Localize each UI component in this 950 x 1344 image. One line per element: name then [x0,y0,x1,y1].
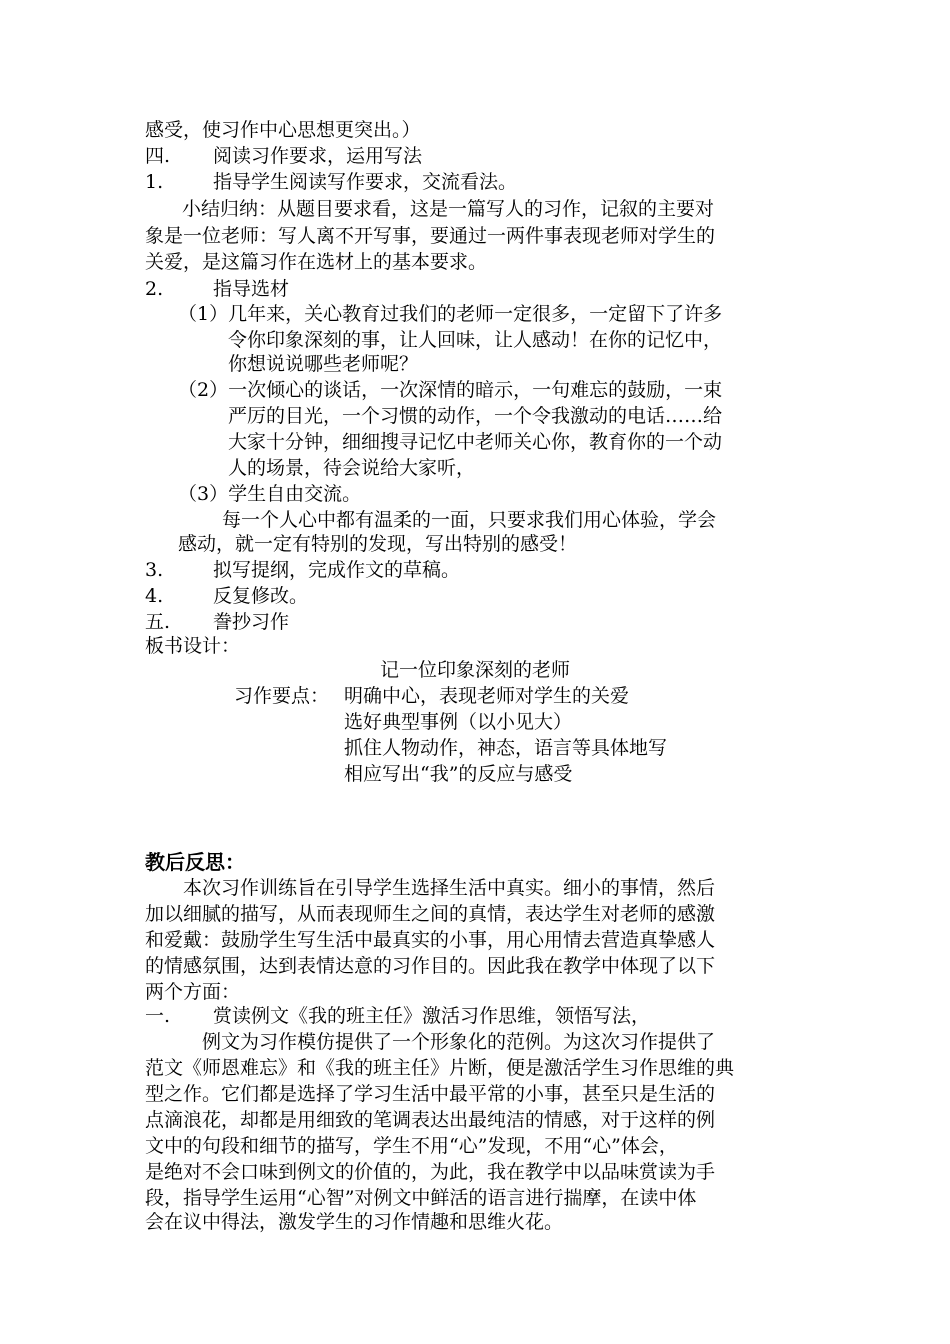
text-line: 小结归纳：从题目要求看，这是一篇写人的习作，记叙的主要对 [182,198,715,220]
text-line: 和爱戴：鼓励学生写生活中最真实的小事，用心用情去营造真挚感人 [145,929,716,951]
item-text: 拟写提纲，完成作文的草稿。 [213,559,461,581]
text-line: 每一个人心中都有温柔的一面，只要求我们用心体验，学会 [222,509,717,531]
text-line: 本次习作训练旨在引导学生选择生活中真实。细小的事情，然后 [183,877,716,899]
text-line: （1）几年来，关心教育过我们的老师一定很多，一定留下了许多 [178,303,723,325]
board-label: 板书设计： [145,635,241,657]
section-four [145,144,422,168]
text-line: 象是一位老师：写人离不开写事，要通过一两件事表现老师对学生的 [145,225,716,247]
text-line: 你想说说哪些老师呢？ [228,353,419,375]
list-item-1 [145,170,517,194]
text-line: 是绝对不会口味到例文的价值的，为此，我在教学中以品味赏读为手 [145,1161,716,1183]
section-number: 五. [145,611,171,633]
item-number: 2. [145,278,164,300]
list-item-3 [145,558,460,582]
item-text: 反复修改。 [213,585,309,607]
board-title: 记一位印象深刻的老师 [380,659,571,681]
text-line: 例文为习作模仿提供了一个形象化的范例。为这次习作提供了 [202,1031,716,1053]
board-points-label: 习作要点： [234,685,330,707]
text-line: 大家十分钟，细细搜寻记忆中老师关心你，教育你的一个动 [228,431,723,453]
text-line: 严厉的目光，一个习惯的动作，一个令我激动的电话……给 [228,405,723,427]
text-line: 感受，使习作中心思想更突出。） [145,119,421,141]
section-number: 四. [145,145,171,167]
board-point: 明确中心，表现老师对学生的关爱 [344,685,630,707]
text-line: 感动，就一定有特别的发现，写出特别的感受！ [178,533,578,555]
text-line: 文中的句段和细节的描写，学生不用“心”发现，不用“心”体会， [145,1135,678,1157]
text-line: 人的场景，待会说给大家听， [228,457,476,479]
item-text: 指导学生阅读写作要求，交流看法。 [213,171,518,193]
text-line: 会在议中得法，激发学生的习作情趣和思维火花。 [145,1211,564,1233]
reflection-heading: 教后反思： [145,850,245,874]
text-line: 点滴浪花，却都是用细致的笔调表达出最纯洁的情感，对于这样的例 [145,1109,716,1131]
list-item-4 [145,584,308,608]
item-number: 3. [145,559,164,581]
text-line: 令你印象深刻的事，让人回味，让人感动！在你的记忆中， [228,329,723,351]
section-five [145,610,289,634]
section-title: 誊抄习作 [213,611,290,633]
item-text: 指导选材 [213,278,290,300]
board-point: 选好典型事例（以小见大） [344,711,573,733]
section-title: 阅读习作要求，运用写法 [213,145,423,167]
item-number: 4. [145,585,164,607]
text-line: 加以细腻的描写，从而表现师生之间的真情，表达学生对老师的感激 [145,903,716,925]
text-line: 两个方面： [145,981,241,1003]
reflection-point-one [145,1004,650,1028]
text-line: （3）学生自由交流。 [178,483,362,505]
list-item-2 [145,277,289,301]
text-line: 段，指导学生运用“心智”对例文中鲜活的语言进行揣摩，在读中体 [145,1187,697,1209]
item-number: 1. [145,171,164,193]
text-line: （2）一次倾心的谈话，一次深情的暗示，一句难忘的鼓励，一束 [178,379,723,401]
text-line: 关爱，是这篇习作在选材上的基本要求。 [145,251,488,273]
text-line: 型之作。它们都是选择了学习生活中最平常的小事，甚至只是生活的 [145,1083,716,1105]
text-line: 范文《师恩难忘》和《我的班主任》片断，便是激活学生习作思维的典 [145,1057,735,1079]
section-title: 赏读例文《我的班主任》激活习作思维，领悟写法， [213,1005,651,1027]
section-number: 一. [145,1005,171,1027]
board-point: 抓住人物动作，神态，语言等具体地写 [344,737,668,759]
board-point: 相应写出“我”的反应与感受 [344,763,573,785]
text-line: 的情感氛围，达到表情达意的习作目的。因此我在教学中体现了以下 [145,955,716,977]
